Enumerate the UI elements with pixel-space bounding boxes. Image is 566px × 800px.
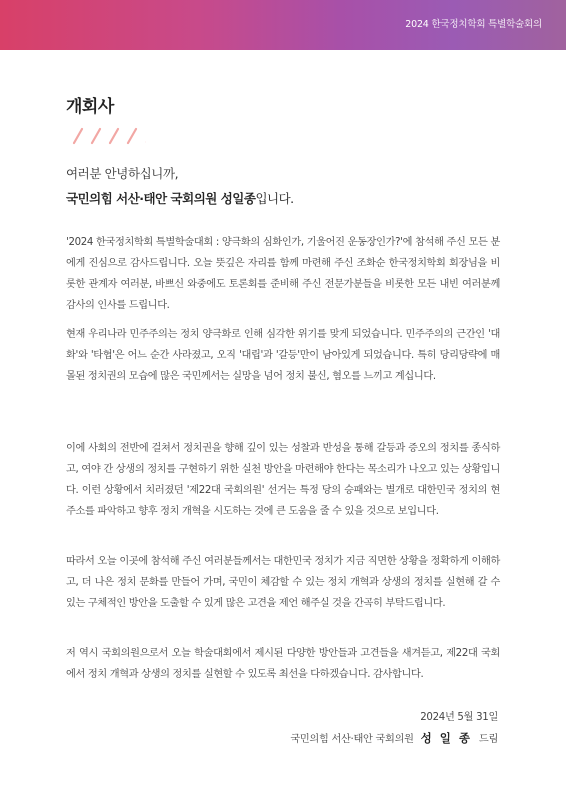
page-title: 개회사 (66, 97, 114, 117)
intro-suffix: 입니다. (255, 191, 294, 206)
signature-name: 성 일 종 (420, 731, 472, 745)
conference-name: 2024 한국정치학회 특별학술회의 (405, 19, 542, 30)
self-introduction (66, 189, 294, 207)
speaker-name: 국민의힘 서산·태안 국회의원 성일종 (66, 191, 256, 206)
header-bar (0, 0, 566, 50)
paragraph-3: 이에 사회의 전반에 걸쳐서 정치권을 향해 깊이 있는 성찰과 반성을 통해 갈등과 증오의 정치를 종식하고, 여야 간 상생의 정치를 구현하기 위한 실천 방안을 마련해야 한다는 목소리가 나오고 있는 상황입니다. 이런 상황에서 치러졌던 '제22대 국회의원' 선거는 특정 당의 승패와는 별개로 대한민국 정치의 현주소를 파악하고 향후 정치 개혁을 시도하는 것에 큰 도움을 줄 수 있을 것으로 보입니다. (66, 443, 500, 517)
paragraph-5: 저 역시 국회의원으로서 오늘 학술대회에서 제시된 다양한 방안들과 고견들을 새겨듣고, 제22대 국회에서 정치 개혁과 상생의 정치를 실현할 수 있도록 최선을 다하겠습니다. 감사합니다. (66, 648, 500, 680)
signature-position: 국민의힘 서산·태안 국회의원 (290, 734, 414, 745)
decorative-slashes-icon (66, 126, 146, 146)
paragraph-4: 따라서 오늘 이곳에 참석해 주신 여러분들께서는 대한민국 정치가 지금 직면한 상황을 정확하게 이해하고, 더 나은 정치 문화를 만들어 가며, 국민이 체감할 수 있는 정치 개혁과 상생의 정치를 실현해 갈 수 있는 구체적인 방안을 도출할 수 있게 많은 고견을 제언 해주실 것을 간곡히 부탁드립니다. (66, 556, 500, 609)
signature (290, 730, 498, 746)
letter-date: 2024년 5월 31일 (420, 712, 498, 723)
greeting: 여러분 안녕하십니까, (66, 166, 179, 181)
paragraph-1: '2024 한국정치학회 특별학술대회 : 양극화의 심화인가, 기울어진 운동장인가?'에 참석해 주신 모든 분에게 진심으로 감사드립니다. 오늘 뜻깊은 자리를 함께 마련해 주신 조화순 한국정치학회 회장님을 비롯한 관계자 여러분, 바쁘신 와중에도 토론회를 준비해 주신 전문가분들을 비롯한 모든 내빈 여러분께 감사의 인사를 드립니다. (66, 237, 500, 311)
signature-closing: 드림 (478, 734, 498, 745)
paragraph-2: 현재 우리나라 민주주의는 정치 양극화로 인해 심각한 위기를 맞게 되었습니다. 민주주의의 근간인 '대화'와 '타협'은 어느 순간 사라졌고, 오직 '대립'과 '갈등'만이 남아있게 되었습니다. 특히 당리당략에 매몰된 정치권의 모습에 많은 국민께서는 실망을 넘어 정치 불신, 혐오를 느끼고 계십니다. (66, 329, 500, 382)
